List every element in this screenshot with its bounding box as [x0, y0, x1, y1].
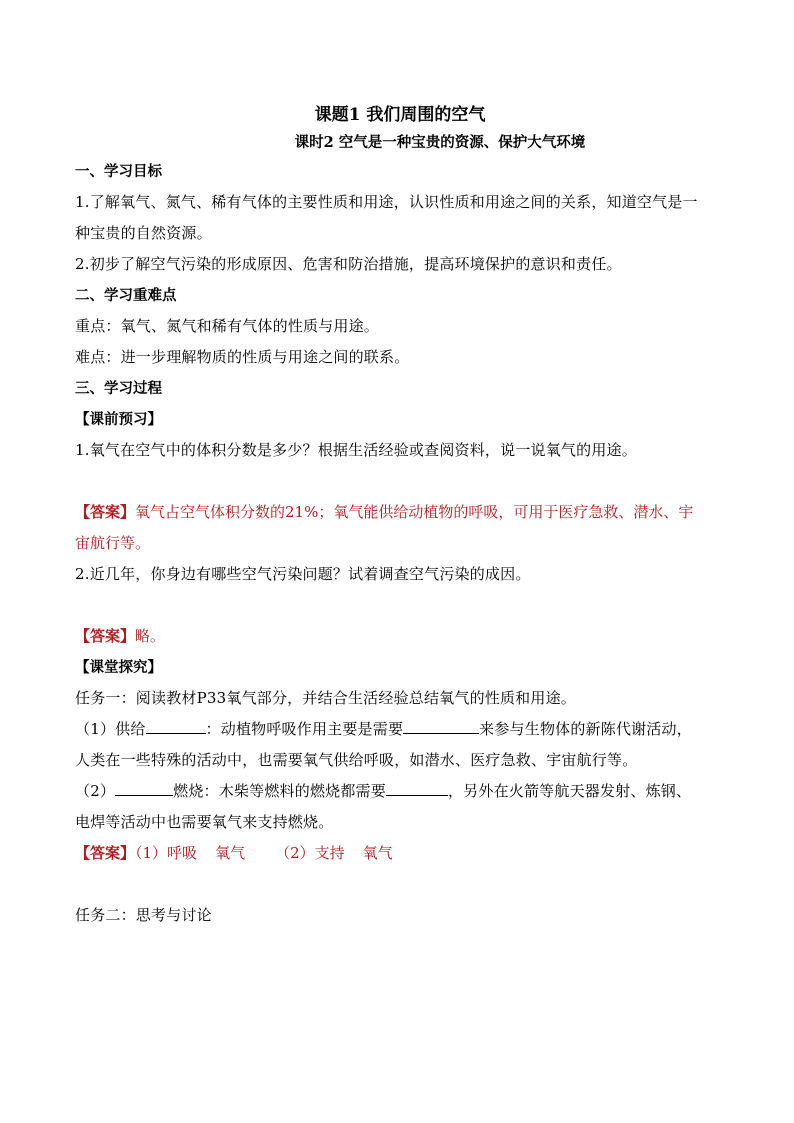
objective-1-line-1: 1.了解氧气、氮气、稀有气体的主要性质和用途，认识性质和用途之间的关系，知道空气是一: [75, 193, 698, 211]
objective-2: 2.初步了解空气污染的形成原因、危害和防治措施，提高环境保护的意识和责任。: [75, 255, 622, 273]
section-heading-objectives: 一、学习目标: [75, 163, 162, 180]
task-1-item-2: [75, 776, 725, 807]
answer-space: [75, 590, 725, 621]
explore-heading: 【课堂探究】: [75, 659, 162, 676]
answer-2-text: 略。: [135, 627, 166, 645]
spacer: [75, 869, 725, 900]
fill-blank[interactable]: [146, 717, 206, 734]
item-2-middle: 燃烧：木柴等燃料的燃烧都需要: [173, 782, 386, 800]
item-1-prefix: （1）供给: [75, 720, 146, 738]
fill-blank[interactable]: [115, 779, 173, 796]
answer-tag: 【答案】: [75, 627, 136, 645]
item-2-prefix: （2）: [75, 782, 116, 800]
answer-3-part-3: （2）支持: [275, 844, 345, 862]
answer-3: [75, 838, 725, 869]
section-heading-process: 三、学习过程: [75, 380, 162, 397]
task-1-item-2-line-2: 电焊等活动中也需要氧气来支持燃烧。: [75, 813, 334, 831]
answer-2: [75, 621, 725, 652]
task-1-item-1: [75, 714, 725, 745]
question-1: 1.氧气在空气中的体积分数是多少？根据生活经验或查阅资料，说一说氧气的用途。: [75, 441, 637, 459]
difficult-point: 难点：进一步理解物质的性质与用途之间的联系。: [75, 348, 410, 366]
task-2: 任务二：思考与讨论: [75, 906, 212, 924]
item-1-suffix: 来参与生物体的新陈代谢活动，: [479, 720, 692, 738]
fill-blank[interactable]: [403, 717, 479, 734]
answer-3-part-1: （1）呼吸: [135, 844, 198, 862]
key-point: 重点：氧气、氮气和稀有气体的性质与用途。: [75, 317, 380, 335]
answer-1-text: 氧气占空气体积分数的21%；氧气能供给动植物的呼吸，可用于医疗急救、潜水、宇: [135, 503, 694, 521]
answer-space: [75, 466, 725, 497]
answer-tag: 【答案】: [75, 844, 136, 862]
task-1-item-1-line-2: 人类在一些特殊的活动中，也需要氧气供给呼吸，如潜水、医疗急救、宇宙航行等。: [75, 751, 638, 769]
task-1: 任务一：阅读教材P33氧气部分，并结合生活经验总结氧气的性质和用途。: [75, 689, 576, 707]
answer-3-part-4: 氧气: [362, 844, 393, 862]
section-heading-key-points: 二、学习重难点: [75, 287, 177, 304]
fill-blank[interactable]: [386, 779, 448, 796]
page-title: 课题1 我们周围的空气: [314, 105, 486, 125]
preview-heading: 【课前预习】: [75, 411, 162, 428]
item-2-suffix: ，另外在火箭等航天器发射、炼钢、: [447, 782, 692, 800]
objective-1-line-2: 种宝贵的自然资源。: [75, 224, 212, 242]
item-1-middle: ：动植物呼吸作用主要是需要: [205, 720, 404, 738]
answer-1-line-1: [75, 497, 725, 528]
question-2: 2.近几年，你身边有哪些空气污染问题？试着调查空气污染的成因。: [75, 565, 531, 583]
page-subtitle: 课时2 空气是一种宝贵的资源、保护大气环境: [294, 134, 586, 151]
answer-tag: 【答案】: [75, 503, 136, 521]
answer-3-part-2: 氧气: [215, 844, 246, 862]
answer-1-line-2: 宙航行等。: [75, 534, 151, 552]
worksheet-page: [75, 100, 725, 931]
